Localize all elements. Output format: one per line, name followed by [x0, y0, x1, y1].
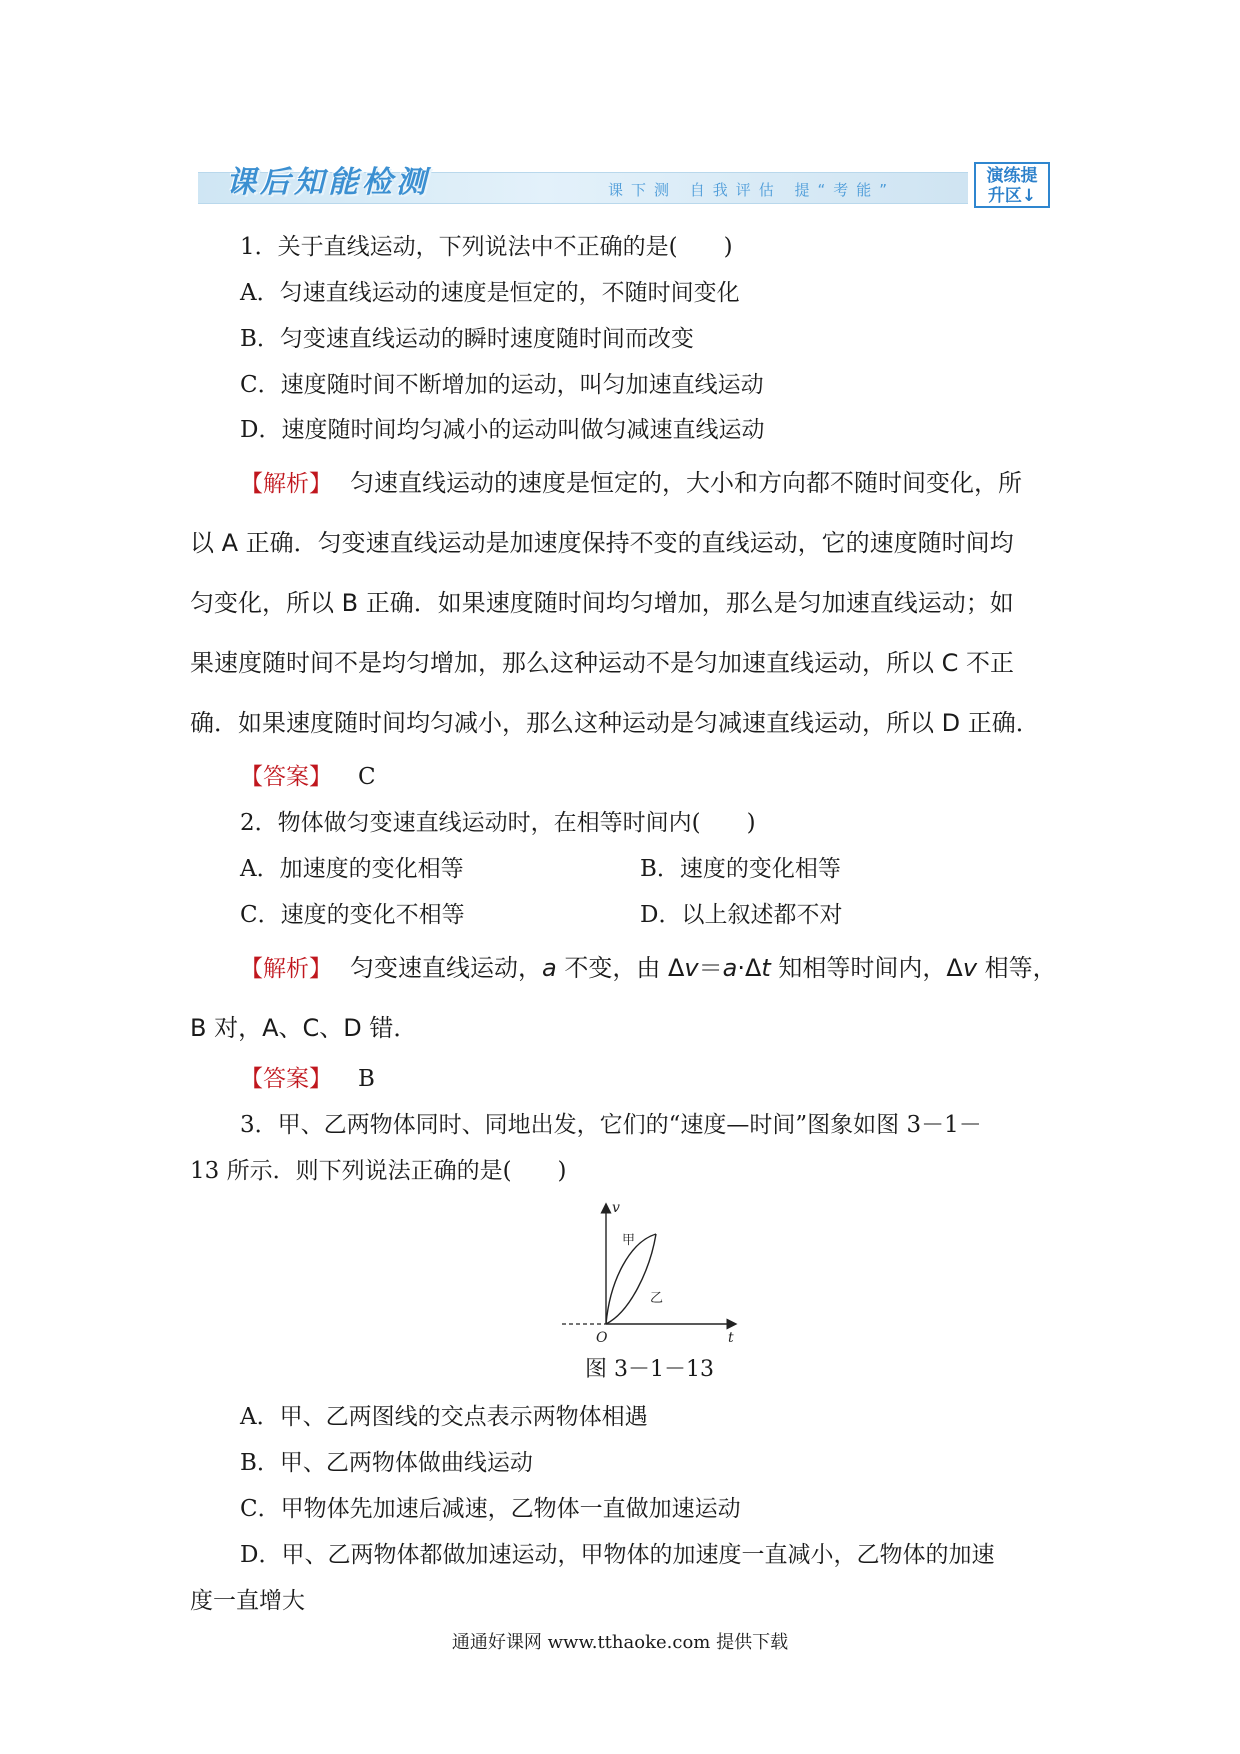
q2-option-c: C．速度的变化不相等	[240, 902, 465, 928]
q1-option-b: B．匀变速直线运动的瞬时速度随时间而改变	[240, 326, 694, 352]
banner-title: 课后知能检测	[226, 165, 430, 200]
symbol-v: v	[962, 954, 978, 982]
q2-analysis-text: 匀变速直线运动，	[350, 954, 542, 982]
q1-analysis-line-1	[240, 463, 1022, 498]
axis-label-v: v	[612, 1200, 620, 1216]
q1-analysis-text-1: 匀速直线运动的速度是恒定的，大小和方向都不随时间变化，所	[350, 469, 1022, 497]
symbol-a: a	[722, 954, 738, 982]
q2-option-b: B．速度的变化相等	[640, 856, 841, 882]
q2-stem: 2．物体做匀变速直线运动时，在相等时间内( )	[240, 810, 756, 836]
q2-analysis-text: 不变，由 Δ	[556, 954, 685, 982]
analysis-tag: 【解析】	[240, 471, 332, 497]
q2-analysis-text: ＝	[698, 954, 723, 982]
label-yi: 乙	[650, 1291, 664, 1306]
vt-graph	[560, 1200, 740, 1350]
section-banner	[198, 158, 1052, 214]
q2-analysis-text: ·Δ	[737, 954, 762, 982]
q3-option-b: B．甲、乙两物体做曲线运动	[240, 1450, 533, 1476]
q1-analysis-line-4: 果速度随时间不是均匀增加，那么这种运动不是匀加速直线运动，所以 C 不正	[190, 649, 1015, 677]
answer-tag: 【答案】	[240, 1066, 332, 1092]
q3-stem-line-2: 13 所示．则下列说法正确的是( )	[190, 1158, 567, 1184]
q1-analysis-line-2: 以 A 正确．匀变速直线运动是加速度保持不变的直线运动，它的速度随时间均	[190, 529, 1014, 557]
symbol-t: t	[761, 954, 771, 982]
axis-label-t: t	[728, 1330, 734, 1346]
q1-answer	[240, 758, 376, 791]
q2-answer-value: B	[358, 1066, 375, 1092]
analysis-tag: 【解析】	[240, 956, 332, 982]
q2-answer	[240, 1060, 375, 1093]
q2-option-d: D．以上叙述都不对	[640, 902, 843, 928]
q1-analysis-line-3: 匀变化，所以 B 正确．如果速度随时间均匀增加，那么是匀加速直线运动；如	[190, 589, 1014, 617]
q2-analysis-text: 相等，	[977, 954, 1057, 982]
practice-area-button[interactable]	[974, 162, 1050, 208]
vt-graph-figure	[560, 1200, 740, 1350]
q2-analysis-line-1	[240, 948, 1057, 983]
symbol-v: v	[684, 954, 699, 982]
q2-option-a: A．加速度的变化相等	[240, 856, 464, 882]
label-jia: 甲	[622, 1233, 636, 1248]
button-line-1: 演练提	[986, 166, 1038, 186]
page-footer: 通通好课网 www.tthaoke.com 提供下载	[451, 1632, 789, 1653]
q3-option-c: C．甲物体先加速后减速，乙物体一直做加速运动	[240, 1496, 741, 1522]
q3-option-a: A．甲、乙两图线的交点表示两物体相遇	[240, 1404, 648, 1430]
q2-analysis-line-2: B 对，A、C、D 错．	[190, 1014, 418, 1042]
q1-answer-value: C	[358, 764, 376, 790]
q2-analysis-text: 知相等时间内，Δ	[770, 954, 963, 982]
q3-stem-line-1: 3．甲、乙两物体同时、同地出发，它们的“速度—时间”图象如图 3－1－	[240, 1112, 982, 1138]
figure-caption: 图 3－1－13	[585, 1357, 714, 1382]
q1-option-d: D．速度随时间均匀减小的运动叫做匀减速直线运动	[240, 417, 765, 443]
symbol-a: a	[542, 954, 557, 982]
banner-subtitle: 课下测 自我评估 提“考能”	[608, 181, 896, 199]
origin-label: O	[596, 1330, 608, 1346]
q1-stem: 1．关于直线运动，下列说法中不正确的是( )	[240, 234, 733, 260]
answer-tag: 【答案】	[240, 764, 332, 790]
q3-option-d-line-1: D．甲、乙两物体都做加速运动，甲物体的加速度一直减小，乙物体的加速	[240, 1542, 995, 1568]
q3-option-d-line-2: 度一直增大	[190, 1588, 305, 1614]
q1-option-c: C．速度随时间不断增加的运动，叫匀加速直线运动	[240, 372, 764, 398]
q1-analysis-line-5: 确．如果速度随时间均匀减小，那么这种运动是匀减速直线运动，所以 D 正确．	[190, 709, 1040, 737]
q1-option-a: A．匀速直线运动的速度是恒定的，不随时间变化	[240, 280, 740, 306]
button-line-2: 升区↓	[987, 186, 1037, 206]
